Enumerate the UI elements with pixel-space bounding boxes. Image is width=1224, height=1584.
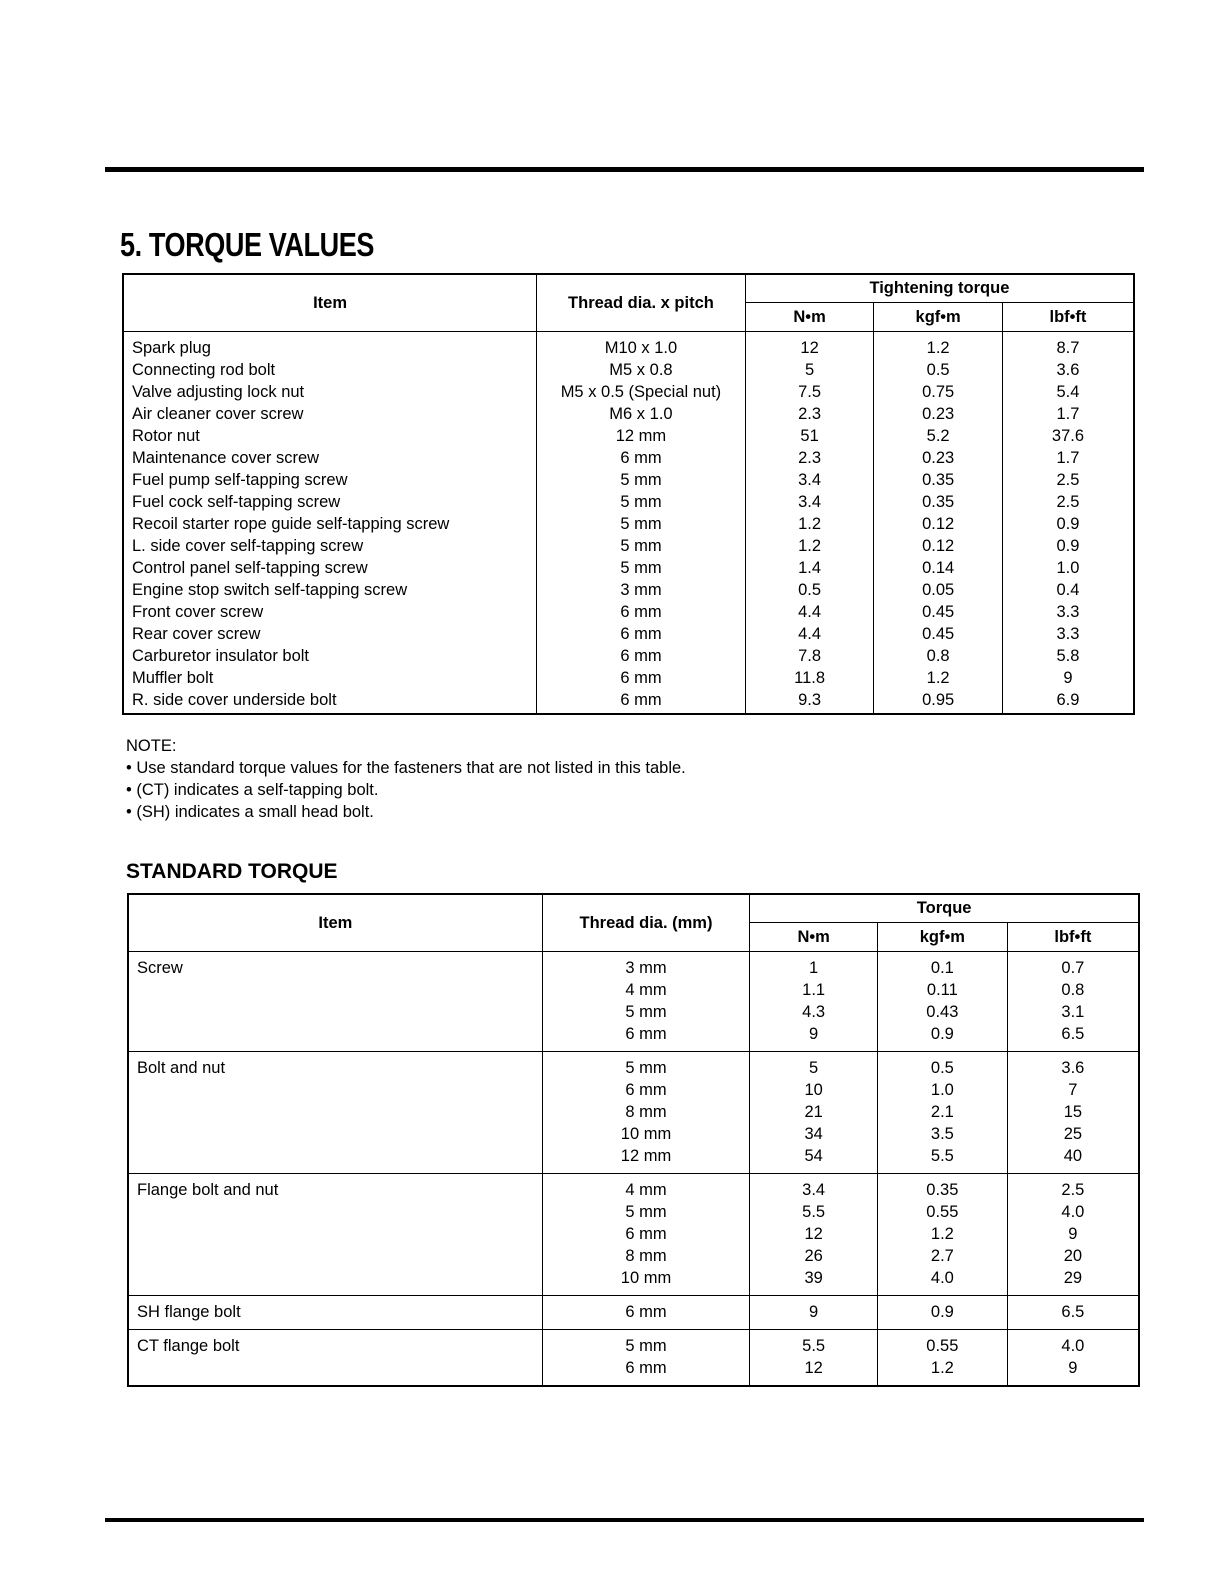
cell-value: 6.5 — [1061, 1303, 1085, 1321]
cell-value: 8.7 — [1056, 339, 1080, 357]
cell-value: 20 — [1063, 1247, 1083, 1265]
cell-value: 54 — [804, 1147, 823, 1165]
cell-value: 12 mm — [615, 427, 667, 445]
col-header-item: Item — [128, 894, 542, 952]
thread-cell — [542, 1052, 750, 1174]
cell-value: 0.45 — [922, 603, 955, 621]
cell-value: 5 mm — [625, 1203, 667, 1221]
col-header-tightening-torque: Tightening torque — [745, 274, 1134, 303]
cell-value: 12 — [804, 1225, 823, 1243]
cell-value: 0.75 — [922, 383, 955, 401]
item-column — [123, 332, 537, 715]
cell-value: 9 — [1063, 669, 1073, 687]
kgfm-cell — [877, 1296, 1007, 1330]
cell-value: 4.4 — [798, 625, 822, 643]
cell-value: 4 mm — [625, 981, 667, 999]
cell-value: 0.23 — [922, 449, 955, 467]
cell-value: Fuel cock self-tapping screw — [132, 493, 341, 511]
cell-value: 6 mm — [625, 1303, 667, 1321]
cell-value: 5 mm — [620, 493, 662, 511]
cell-value: 6 mm — [620, 603, 662, 621]
cell-value: 6 mm — [620, 691, 662, 709]
cell-value: 0.55 — [926, 1337, 959, 1355]
cell-value: 6 mm — [625, 1025, 667, 1043]
cell-value: 15 — [1063, 1103, 1083, 1121]
cell-value: 12 — [804, 1359, 823, 1377]
item-cell — [128, 1330, 542, 1387]
cell-value: M5 x 0.8 — [609, 361, 673, 379]
cell-value: Spark plug — [132, 339, 211, 357]
thread-cell — [542, 1174, 750, 1296]
cell-value: 12 — [800, 339, 819, 357]
note-line: • Use standard torque values for the fasteners that are not listed in this table. — [126, 759, 686, 777]
nm-column — [745, 332, 874, 715]
cell-value: 0.12 — [922, 537, 955, 555]
cell-value: Air cleaner cover screw — [132, 405, 304, 423]
bottom-rule — [105, 1518, 1144, 1522]
kgfm-cell — [877, 1330, 1007, 1387]
cell-value: 0.9 — [930, 1025, 954, 1043]
cell-value: 1.1 — [802, 981, 826, 999]
cell-value: 5.8 — [1056, 647, 1080, 665]
cell-value: 12 mm — [620, 1147, 672, 1165]
cell-value: 6 mm — [625, 1081, 667, 1099]
col-header-nm: N•m — [745, 303, 874, 332]
cell-value: 0.95 — [922, 691, 955, 709]
item-label: Flange bolt and nut — [137, 1181, 279, 1199]
cell-value: 3.5 — [930, 1125, 954, 1143]
cell-value: 5 mm — [625, 1337, 667, 1355]
cell-value: 5 mm — [620, 471, 662, 489]
item-cell — [128, 1296, 542, 1330]
lbfft-column — [1002, 332, 1134, 715]
table-row — [128, 1296, 1139, 1330]
cell-value: 1.2 — [926, 339, 950, 357]
col-header-kgfm: kgf•m — [874, 303, 1003, 332]
cell-value: 5 mm — [625, 1003, 667, 1021]
cell-value: 29 — [1063, 1269, 1083, 1287]
col-header-kgfm: kgf•m — [877, 923, 1007, 952]
cell-value: 0.9 — [930, 1303, 954, 1321]
item-label: Bolt and nut — [137, 1059, 226, 1077]
kgfm-cell — [877, 952, 1007, 1052]
cell-value: 0.35 — [922, 493, 955, 511]
cell-value: 3.4 — [802, 1181, 826, 1199]
cell-value: M5 x 0.5 (Special nut) — [560, 383, 722, 401]
note-line: • (SH) indicates a small head bolt. — [126, 803, 374, 821]
cell-value: 5.5 — [802, 1203, 826, 1221]
cell-value: 0.05 — [922, 581, 955, 599]
cell-value: 1.4 — [798, 559, 822, 577]
nm-cell — [750, 1296, 878, 1330]
thread-column — [537, 332, 746, 715]
cell-value: 3.1 — [1061, 1003, 1085, 1021]
cell-value: 5.5 — [930, 1147, 954, 1165]
note-block — [126, 735, 686, 823]
cell-value: Engine stop switch self-tapping screw — [132, 581, 408, 599]
item-label: Screw — [137, 959, 183, 977]
cell-value: Recoil starter rope guide self-tapping screw — [132, 515, 450, 533]
table-row — [128, 1052, 1139, 1174]
item-cell — [128, 1052, 542, 1174]
kgfm-cell — [877, 1174, 1007, 1296]
cell-value: 0.8 — [926, 647, 950, 665]
cell-value: 6 mm — [620, 669, 662, 687]
cell-value: 3 mm — [620, 581, 662, 599]
cell-value: 0.9 — [1056, 537, 1080, 555]
page-title: 5. TORQUE VALUES — [120, 226, 375, 263]
cell-value: 1.7 — [1056, 405, 1080, 423]
cell-value: 4 mm — [625, 1181, 667, 1199]
cell-value: 2.1 — [930, 1103, 954, 1121]
cell-value: 0.12 — [922, 515, 955, 533]
cell-value: 1.2 — [798, 537, 822, 555]
cell-value: 5.4 — [1056, 383, 1080, 401]
cell-value: 0.23 — [922, 405, 955, 423]
thread-cell — [542, 1296, 750, 1330]
cell-value: 3.3 — [1056, 625, 1080, 643]
lbfft-cell — [1007, 1330, 1139, 1387]
col-header-thread: Thread dia. (mm) — [542, 894, 750, 952]
cell-value: 0.43 — [926, 1003, 959, 1021]
cell-value: 3.6 — [1056, 361, 1080, 379]
cell-value: 40 — [1063, 1147, 1083, 1165]
cell-value: 9 — [809, 1025, 819, 1043]
item-label: SH flange bolt — [137, 1303, 241, 1321]
cell-value: 2.7 — [930, 1247, 954, 1265]
nm-cell — [750, 1330, 878, 1387]
cell-value: 2.5 — [1056, 493, 1080, 511]
cell-value: 0.11 — [926, 981, 958, 999]
note-line: • (CT) indicates a self-tapping bolt. — [126, 781, 379, 799]
cell-value: L. side cover self-tapping screw — [132, 537, 364, 555]
cell-value: 6.9 — [1056, 691, 1080, 709]
cell-value: 6.5 — [1061, 1025, 1085, 1043]
cell-value: 0.55 — [926, 1203, 959, 1221]
table-row — [128, 952, 1139, 1052]
cell-value: Front cover screw — [132, 603, 264, 621]
cell-value: 2.5 — [1056, 471, 1080, 489]
cell-value: 3.6 — [1061, 1059, 1085, 1077]
cell-value: 2.3 — [798, 449, 822, 467]
cell-value: 6 mm — [625, 1225, 667, 1243]
cell-value: Maintenance cover screw — [132, 449, 320, 467]
cell-value: Carburetor insulator bolt — [132, 647, 310, 665]
cell-value: Rotor nut — [132, 427, 200, 445]
col-header-thread: Thread dia. x pitch — [537, 274, 746, 332]
cell-value: 9 — [809, 1303, 819, 1321]
cell-value: Fuel pump self-tapping screw — [132, 471, 348, 489]
nm-cell — [750, 952, 878, 1052]
cell-value: M6 x 1.0 — [609, 405, 673, 423]
cell-value: 4.0 — [1061, 1337, 1085, 1355]
cell-value: Muffler bolt — [132, 669, 214, 687]
cell-value: 10 mm — [620, 1269, 672, 1287]
cell-value: 26 — [804, 1247, 823, 1265]
cell-value: 5.5 — [802, 1337, 826, 1355]
cell-value: 8 mm — [625, 1103, 667, 1121]
kgfm-column — [874, 332, 1003, 715]
cell-value: 2.3 — [798, 405, 822, 423]
cell-value: 4.0 — [1061, 1203, 1085, 1221]
note-title: NOTE: — [126, 737, 177, 755]
cell-value: 3.3 — [1056, 603, 1080, 621]
cell-value: 10 mm — [620, 1125, 672, 1143]
cell-value: 0.5 — [798, 581, 822, 599]
cell-value: 6 mm — [620, 647, 662, 665]
item-cell — [128, 952, 542, 1052]
cell-value: 6 mm — [620, 625, 662, 643]
cell-value: 7 — [1068, 1081, 1078, 1099]
cell-value: 1.2 — [926, 669, 950, 687]
cell-value: 9 — [1068, 1225, 1078, 1243]
standard-torque-table — [127, 893, 1140, 1387]
cell-value: 8 mm — [625, 1247, 667, 1265]
col-header-lbfft: lbf•ft — [1007, 923, 1139, 952]
cell-value: R. side cover underside bolt — [132, 691, 337, 709]
cell-value: 1.0 — [1056, 559, 1080, 577]
cell-value: 7.5 — [798, 383, 822, 401]
item-label: CT flange bolt — [137, 1337, 240, 1355]
cell-value: Rear cover screw — [132, 625, 261, 643]
cell-value: 9 — [1068, 1359, 1078, 1377]
cell-value: 0.5 — [930, 1059, 954, 1077]
cell-value: 4.0 — [930, 1269, 954, 1287]
cell-value: 1.2 — [930, 1359, 954, 1377]
cell-value: 5 mm — [620, 559, 662, 577]
table-row — [128, 1174, 1139, 1296]
cell-value: 5.2 — [926, 427, 950, 445]
cell-value: 0.7 — [1061, 959, 1085, 977]
cell-value: 4.3 — [802, 1003, 826, 1021]
cell-value: 1.7 — [1056, 449, 1080, 467]
torque-values-table — [122, 273, 1135, 715]
cell-value: 3 mm — [625, 959, 667, 977]
cell-value: 25 — [1063, 1125, 1083, 1143]
col-header-nm: N•m — [750, 923, 878, 952]
cell-value: 9.3 — [798, 691, 822, 709]
cell-value: 3.4 — [798, 471, 822, 489]
cell-value: 0.14 — [922, 559, 955, 577]
cell-value: 2.5 — [1061, 1181, 1085, 1199]
cell-value: 4.4 — [798, 603, 822, 621]
cell-value: Connecting rod bolt — [132, 361, 276, 379]
cell-value: 5 mm — [620, 537, 662, 555]
thread-cell — [542, 952, 750, 1052]
cell-value: 5 — [809, 1059, 819, 1077]
section-heading: STANDARD TORQUE — [126, 860, 338, 883]
cell-value: 0.35 — [926, 1181, 959, 1199]
nm-cell — [750, 1052, 878, 1174]
cell-value: 0.5 — [926, 361, 950, 379]
cell-value: 7.8 — [798, 647, 822, 665]
cell-value: M10 x 1.0 — [604, 339, 678, 357]
nm-cell — [750, 1174, 878, 1296]
lbfft-cell — [1007, 1296, 1139, 1330]
cell-value: 1.2 — [930, 1225, 954, 1243]
col-header-torque: Torque — [750, 894, 1139, 923]
cell-value: 1 — [809, 959, 819, 977]
cell-value: 0.4 — [1056, 581, 1080, 599]
thread-cell — [542, 1330, 750, 1387]
table-body-row — [123, 332, 1134, 715]
cell-value: 51 — [800, 427, 819, 445]
cell-value: 0.9 — [1056, 515, 1080, 533]
lbfft-cell — [1007, 952, 1139, 1052]
cell-value: 0.1 — [930, 959, 954, 977]
cell-value: 5 — [804, 361, 815, 379]
col-header-item: Item — [123, 274, 537, 332]
cell-value: 21 — [804, 1103, 823, 1121]
cell-value: 0.45 — [922, 625, 955, 643]
cell-value: 6 mm — [620, 449, 662, 467]
cell-value: 5 mm — [620, 515, 662, 533]
cell-value: 34 — [804, 1125, 823, 1143]
cell-value: 0.8 — [1061, 981, 1085, 999]
item-cell — [128, 1174, 542, 1296]
cell-value: 6 mm — [625, 1359, 667, 1377]
cell-value: 10 — [804, 1081, 823, 1099]
kgfm-cell — [877, 1052, 1007, 1174]
table-row — [128, 1330, 1139, 1387]
cell-value: 1.2 — [798, 515, 822, 533]
lbfft-cell — [1007, 1174, 1139, 1296]
cell-value: Control panel self-tapping screw — [132, 559, 368, 577]
cell-value: 11.8 — [794, 669, 826, 687]
cell-value: 37.6 — [1051, 427, 1085, 445]
cell-value: Valve adjusting lock nut — [132, 383, 305, 401]
cell-value: 39 — [804, 1269, 823, 1287]
top-rule — [105, 167, 1144, 172]
lbfft-cell — [1007, 1052, 1139, 1174]
cell-value: 1.0 — [930, 1081, 954, 1099]
cell-value: 0.35 — [922, 471, 955, 489]
cell-value: 5 mm — [625, 1059, 667, 1077]
col-header-lbfft: lbf•ft — [1002, 303, 1134, 332]
cell-value: 3.4 — [798, 493, 822, 511]
